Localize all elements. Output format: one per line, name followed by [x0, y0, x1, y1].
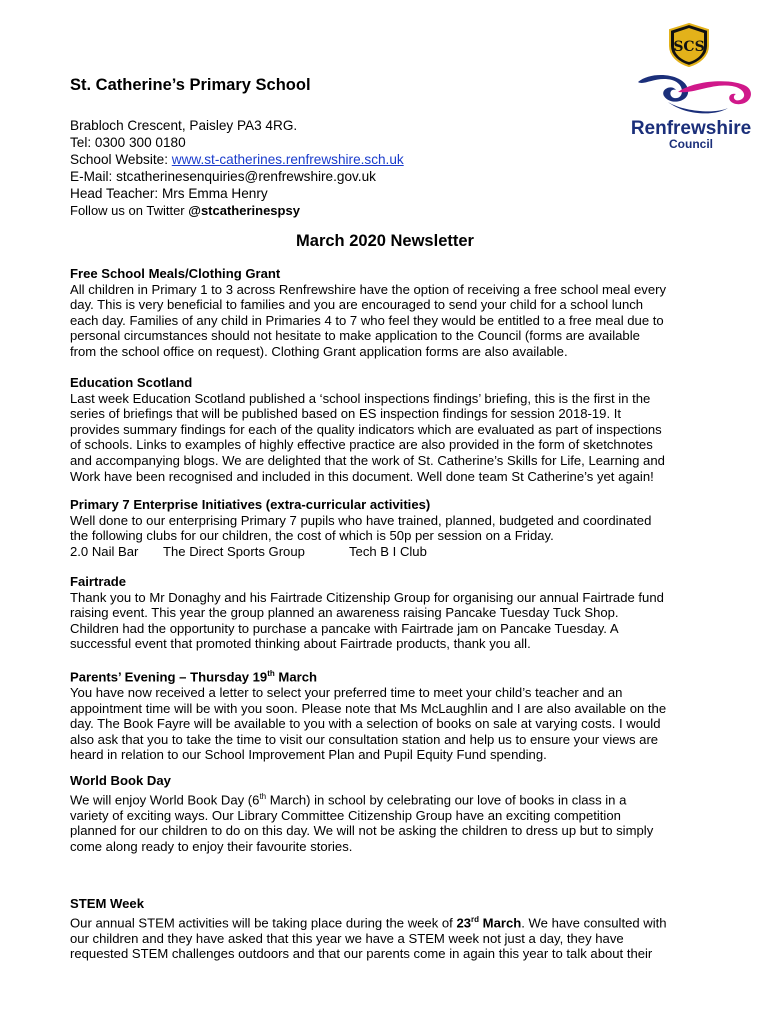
paragraph-line: series of briefings that will be published based on ES inspection findings for session 2018-19. It [70, 406, 621, 422]
section-free-school-meals [70, 266, 730, 360]
text-part: . We have consulted with [521, 914, 667, 930]
paragraph-line: each day. Families of any child in Primaries 4 to 7 who feel they would be entitled to a free meal due to [70, 312, 664, 328]
paragraph-line: raising event. This year the group planned an awareness raising Pancake Tuesday Tuck Shop. [70, 605, 619, 621]
text-bold: 23 [456, 914, 472, 930]
section-heading: Education Scotland [70, 375, 193, 390]
school-name: St. Catherine’s Primary School [70, 76, 311, 94]
paragraph-line: also ask that you to take the time to visit our consultation station and help us to ensure your views are [70, 731, 659, 747]
paragraph-line: provides summary findings for each of the quality indicators which are evaluated as part of inspections [70, 421, 662, 437]
paragraph-line: appointment time will be with you soon. Please note that Ms McLaughlin and I are also available on the [70, 700, 667, 716]
heading-part: Parents’ Evening – Thursday 19 [70, 669, 268, 685]
heading-sup: th [267, 669, 275, 678]
svg-text:SCS: SCS [673, 39, 705, 55]
section-heading [70, 666, 730, 685]
council-sub: Council [669, 137, 713, 151]
heading-part: March [274, 669, 317, 685]
head-teacher: Head Teacher: Mrs Emma Henry [70, 186, 268, 201]
paragraph-line: personal circumstances should not hesitate to make application to the Council (forms are available [70, 328, 640, 344]
section-heading: Free School Meals/Clothing Grant [70, 266, 281, 281]
club-item: 2.0 Nail Bar [70, 543, 139, 559]
text-part: March) in school by celebrating our love of books in class in a [266, 791, 627, 807]
twitter-line [70, 202, 404, 219]
paragraph-line: Last week Education Scotland published a ‘school inspections findings’ briefing, this is the first in the [70, 390, 651, 406]
paragraph-line: All children in Primary 1 to 3 across Renfrewshire have the option of receiving a free school meal every [70, 281, 667, 297]
paragraph-line: Work have been recognised and included in this document. Well done team St Catherine’s yet again! [70, 468, 654, 484]
club-item: Tech B I Club [349, 543, 427, 559]
section-stem-week [70, 896, 730, 962]
paragraph-line: requested STEM challenges outdoors and that our parents come in again this year to talk about their [70, 946, 653, 962]
paragraph-line: heard in relation to our School Improvement Plan and Pupil Equity Fund spending. [70, 747, 547, 763]
paragraph-line: Thank you to Mr Donaghy and his Fairtrade Citizenship Group for organising our annual Fairtrade fund [70, 589, 664, 605]
paragraph-line: day. This is very beneficial to families and you are encouraged to send your child for a school lunch [70, 297, 644, 313]
paragraph-line: day. The Book Fayre will be available to you with a selection of books on sale at varying costs. I would [70, 716, 661, 732]
school-email: E-Mail: stcatherinesenquiries@renfrewshire.gov.uk [70, 169, 376, 184]
twitter-label: Follow us on Twitter [70, 203, 189, 218]
paragraph-line: You have now received a letter to select your preferred time to meet your child’s teacher and an [70, 684, 623, 700]
paragraph-line [70, 789, 730, 808]
paragraph-line: of schools. Links to examples of highly effective practice are also provided in the form of sketchnotes [70, 437, 653, 453]
paragraph-line: successful event that promoted thinking about Fairtrade products, thank you all. [70, 636, 531, 652]
section-parents-evening [70, 666, 730, 763]
school-crest-logo [666, 22, 712, 68]
paragraph-line: the following clubs for our children, the cost of which is 50p per session on a Friday. [70, 528, 554, 544]
twitter-handle: @stcatherinespsy [188, 203, 300, 218]
section-fairtrade [70, 574, 730, 652]
council-name: Renfrewshire [630, 118, 752, 139]
school-contact-block [70, 117, 404, 219]
clubs-list [70, 544, 730, 560]
school-address: Brabloch Crescent, Paisley PA3 4RG. [70, 118, 298, 133]
paragraph-line: from the school office on request). Clothing Grant application forms are also available. [70, 343, 568, 359]
section-world-book-day [70, 773, 730, 854]
school-website [70, 151, 404, 168]
newsletter-title: March 2020 Newsletter [296, 232, 474, 250]
text-part: Our annual STEM activities will be taking place during the week of [70, 914, 457, 930]
section-heading: Primary 7 Enterprise Initiatives (extra-curricular activities) [70, 497, 431, 512]
paragraph-line: variety of exciting ways. Our Library Committee Citizenship Group have an exciting competition [70, 807, 621, 823]
text-sup: rd [471, 914, 480, 924]
school-tel: Tel: 0300 300 0180 [70, 135, 186, 150]
paragraph-line: and accompanying blogs. We are delighted that the work of St. Catherine’s Skills for Life, Learning and [70, 452, 665, 468]
text-bold: March [479, 914, 522, 930]
paragraph-line: Children had the opportunity to purchase a pancake with Fairtrade jam on Pancake Tuesday. A [70, 620, 619, 636]
section-heading: World Book Day [70, 773, 171, 788]
paragraph-line [70, 912, 730, 931]
section-heading: Fairtrade [70, 574, 127, 589]
paragraph-line: our children and they have asked that this year we have a STEM week not just a day, they have [70, 930, 624, 946]
text-sup: th [259, 791, 267, 801]
website-label: School Website: [70, 152, 172, 167]
section-education-scotland [70, 375, 730, 484]
website-link[interactable]: www.st-catherines.renfrewshire.sch.uk [171, 152, 404, 167]
section-enterprise [70, 497, 730, 559]
text-part: We will enjoy World Book Day (6 [70, 791, 260, 807]
club-item: The Direct Sports Group [163, 543, 305, 559]
paragraph-line: planned for our children to do on this day. We will not be asking the children to dress up but to simply [70, 823, 654, 839]
paragraph-line: come along ready to enjoy their favourite stories. [70, 838, 353, 854]
paragraph-line: Well done to our enterprising Primary 7 pupils who have trained, planned, budgeted and coordinated [70, 512, 652, 528]
section-heading: STEM Week [70, 896, 144, 911]
